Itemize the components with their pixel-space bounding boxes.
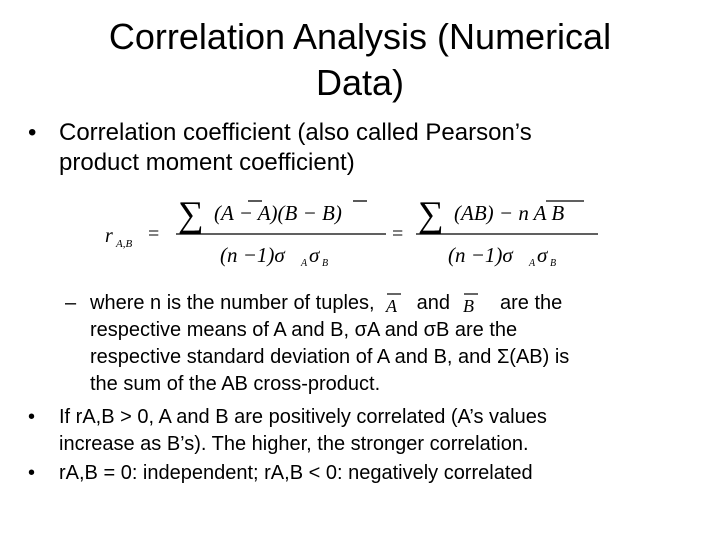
formula-sum-2: ∑ xyxy=(418,194,444,234)
sub-and: and xyxy=(416,292,450,314)
bullet1-line-2: product moment coefficient) xyxy=(59,149,355,176)
bullet-independent xyxy=(28,460,688,487)
slide-title xyxy=(60,14,660,106)
formula-den1-sub-a: A xyxy=(301,258,308,269)
formula-numerator-1: (A − A)(B − B) xyxy=(214,201,342,225)
mean-b-symbol xyxy=(460,291,482,315)
sub-line-1 xyxy=(90,292,562,314)
mean-a-letter: A xyxy=(385,296,397,315)
pearson-formula xyxy=(100,192,610,272)
formula-numerator-2: (AB) − n A B xyxy=(454,201,565,225)
bullet3-line-2: increase as B’s). The higher, the stronger correlation. xyxy=(59,433,529,455)
formula-denominator-2: (n −1)σ xyxy=(448,243,513,267)
formula-sum-1: ∑ xyxy=(178,194,204,234)
sub-bullet-text xyxy=(65,290,685,398)
title-line-1: Correlation Analysis (Numerical xyxy=(108,16,612,57)
sub-bullet-dash: – xyxy=(65,292,77,314)
sub-line-4: the sum of the AB cross-product. xyxy=(90,373,381,395)
bullet-dot: • xyxy=(28,406,36,428)
formula-r: r xyxy=(105,225,113,247)
mean-b-letter: B xyxy=(462,296,474,315)
formula-den2-sub-a: A xyxy=(529,258,536,269)
bullet1-text xyxy=(28,118,688,178)
bullet-dot: • xyxy=(28,462,36,484)
formula-den1-sigma: σ xyxy=(309,243,320,267)
sub-line-2: respective means of A and B, σA and σB are the xyxy=(90,319,518,341)
bullet4-text: rA,B = 0: independent; rA,B < 0: negatively correlated xyxy=(59,462,533,484)
formula-den2-sigma: σ xyxy=(537,243,548,267)
formula-denominator-1: (n −1)σ xyxy=(220,243,285,267)
formula-equals-1: = xyxy=(148,223,160,245)
bullet-positive-correlation xyxy=(28,404,688,458)
bullet3-line-1: If rA,B > 0, A and B are positively correlated (A’s values xyxy=(59,406,547,428)
sub-after: are the xyxy=(499,292,563,314)
bullet-dot: • xyxy=(28,119,37,146)
formula-den2-sub-b: B xyxy=(550,258,557,269)
mean-a-symbol xyxy=(383,291,405,315)
bullet-correlation-coefficient xyxy=(28,118,688,178)
sub-line-3: respective standard deviation of A and B, and Σ(AB) is xyxy=(90,346,570,368)
sub-bullet-definitions xyxy=(65,290,685,398)
formula-den1-sub-b: B xyxy=(322,258,329,269)
bullet3-text xyxy=(28,404,688,458)
bullet1-line-1: Correlation coefficient (also called Pearson’s xyxy=(59,119,532,146)
formula-r-subscript: A,B xyxy=(116,238,133,250)
formula-equals-2: = xyxy=(392,223,404,245)
sub-intro: where n is the number of tuples, xyxy=(90,292,375,314)
title-line-2: Data) xyxy=(315,62,405,103)
